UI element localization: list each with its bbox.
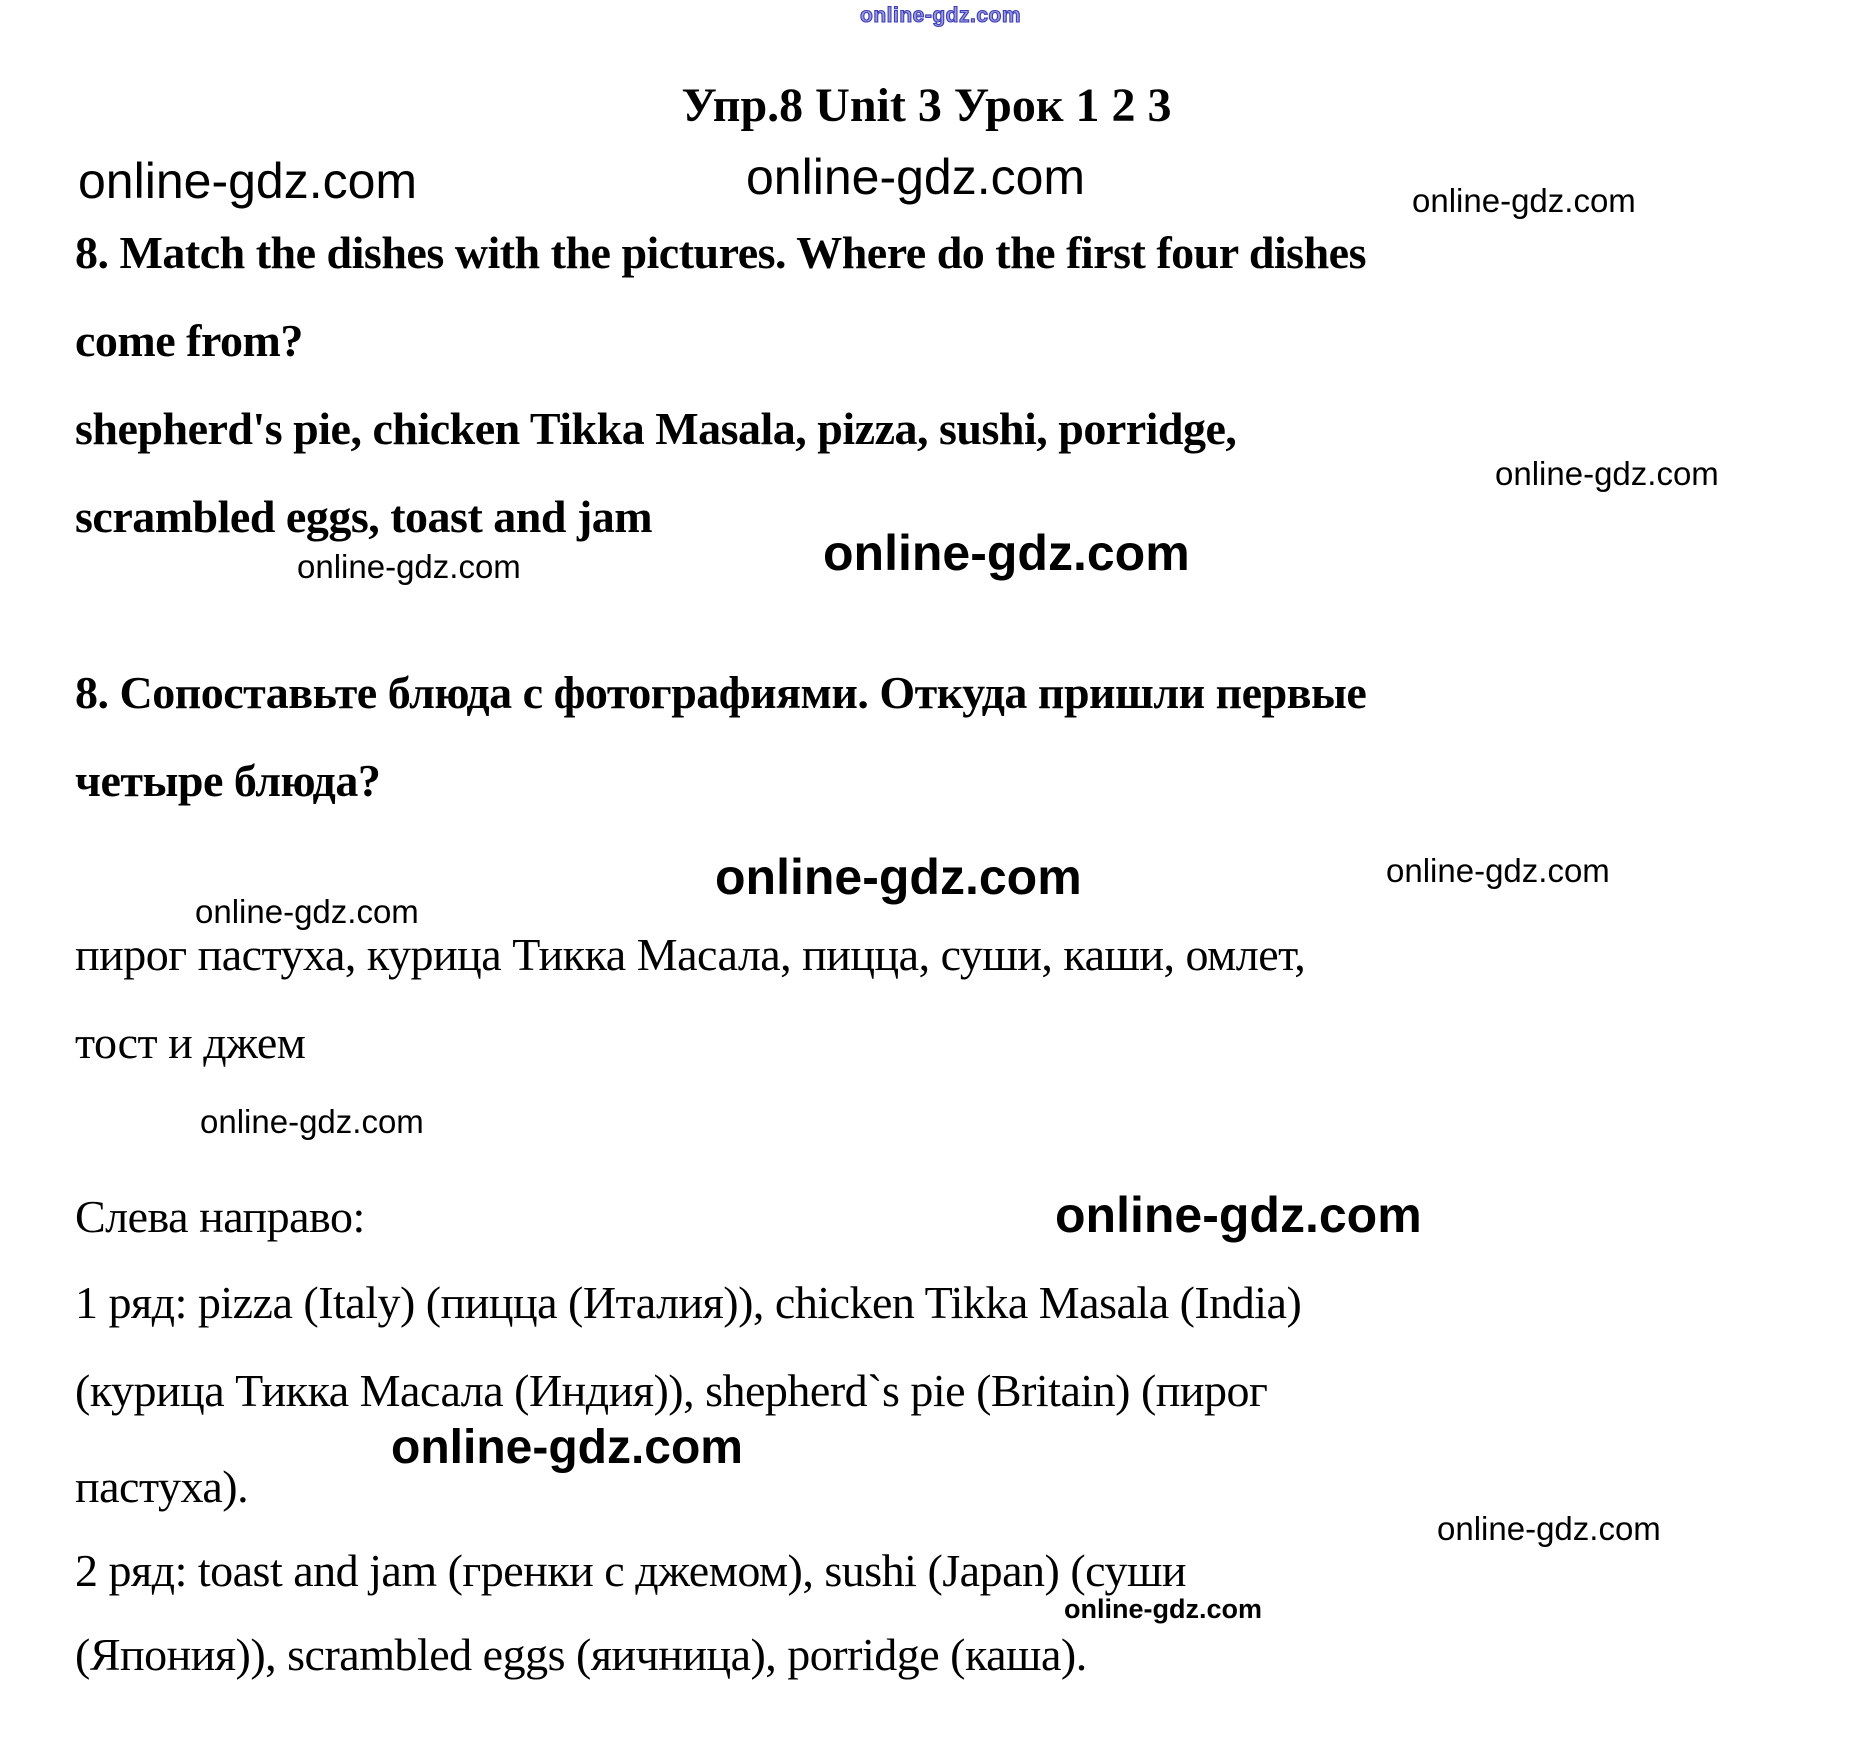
watermark: online-gdz.com <box>391 1421 743 1474</box>
watermark: online-gdz.com <box>200 1103 424 1140</box>
watermark: online-gdz.com <box>1412 182 1636 219</box>
watermark: online-gdz.com <box>746 149 1086 205</box>
watermark: online-gdz.com <box>1495 455 1719 492</box>
watermark: online-gdz.com <box>297 548 521 585</box>
task-en-line-2: come from? <box>75 315 303 366</box>
task-en-line-3: shepherd's pie, chicken Tikka Masala, pizza, sushi, porridge, <box>75 403 1237 454</box>
answer-row2-line-1: 2 ряд: toast and jam (гренки с джемом), sushi (Japan) (суши <box>75 1545 1186 1596</box>
watermark: online-gdz.com <box>715 849 1082 905</box>
answer-intro: Слева направо: <box>75 1191 365 1242</box>
watermark: online-gdz.com <box>195 893 419 930</box>
watermark: online-gdz.com <box>1064 1594 1262 1624</box>
task-en-line-1: 8. Match the dishes with the pictures. Where do the first four dishes <box>75 227 1366 278</box>
watermark: online-gdz.com <box>823 525 1190 581</box>
task-ru-line-2: четыре блюда? <box>75 755 381 806</box>
page-title: Упр.8 Unit 3 Урок 1 2 3 <box>681 79 1172 132</box>
answer-row1-line-2: (курица Тикка Масала (Индия)), shepherd`s pie (Britain) (пирог <box>75 1365 1268 1416</box>
watermark: online-gdz.com <box>1386 852 1610 889</box>
watermark: online-gdz.com <box>78 153 418 209</box>
dishes-ru-line-1: пирог пастуха, курица Тикка Масала, пицца, суши, каши, омлет, <box>75 929 1306 980</box>
task-ru-line-1: 8. Сопоставьте блюда с фотографиями. Откуда пришли первые <box>75 667 1367 718</box>
answer-row1-line-3: пастуха). <box>75 1461 249 1512</box>
answer-row1-line-1: 1 ряд: pizza (Italy) (пицца (Италия)), chicken Tikka Masala (India) <box>75 1277 1302 1328</box>
dishes-ru-line-2: тост и джем <box>75 1017 306 1068</box>
task-en-line-4: scrambled eggs, toast and jam <box>75 491 653 542</box>
watermark: online-gdz.com <box>1437 1510 1661 1547</box>
watermark: online-gdz.com <box>1055 1187 1422 1243</box>
watermark-top-blue: online-gdz.com <box>860 4 1021 27</box>
answer-row2-line-2: (Япония)), scrambled eggs (яичница), porridge (каша). <box>75 1629 1087 1680</box>
